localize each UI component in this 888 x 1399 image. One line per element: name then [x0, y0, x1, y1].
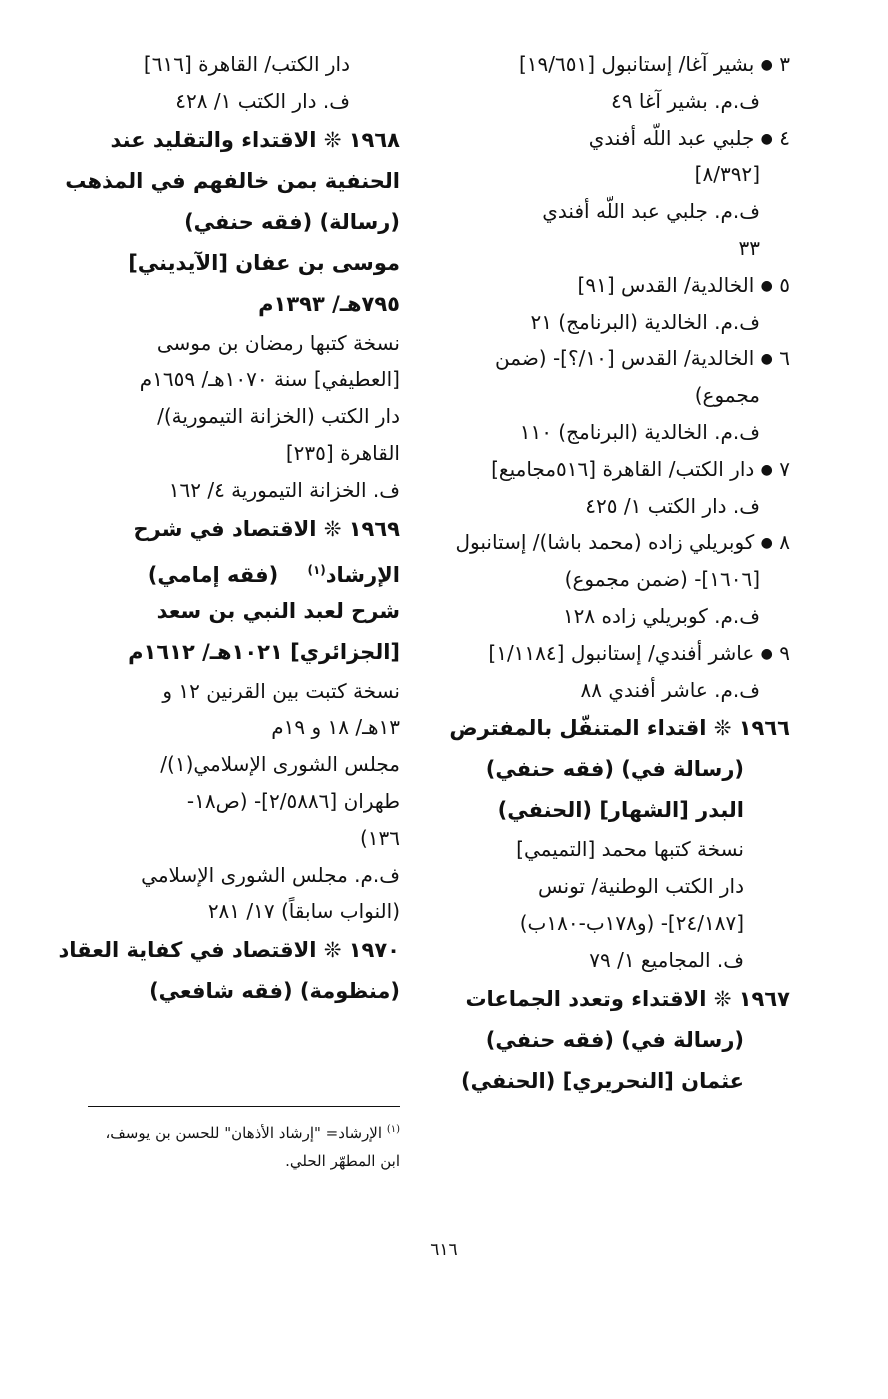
microfilm-reference: ف.م. جلبي عبد اللّه أفندي: [542, 199, 760, 224]
list-number: ٦: [779, 346, 790, 371]
library-location-cont: القاهرة [٢٣٥]: [285, 440, 400, 465]
bullet-icon: ●: [760, 535, 773, 552]
entry-type: (رسالة في) (فقه حنفي): [485, 757, 744, 782]
entry-author: البدر [الشهار] (الحنفي): [497, 798, 744, 823]
bibliography-line: ٧ ● دار الكتب/ القاهرة [٥١٦مجاميع]: [491, 456, 790, 481]
bullet-icon: ●: [760, 277, 773, 294]
entry-heading: ١٩٦٧ ❊ الاقتداء وتعدد الجماعات: [465, 986, 790, 1011]
microfilm-reference: ف. دار الكتب ١/ ٤٢٥: [585, 493, 760, 518]
microfilm-reference-cont: (النواب سابقاً) ١٧/ ٢٨١: [207, 899, 400, 924]
bibliography-line: ٣ ● بشير آغا/ إستانبول [١٩/٦٥١]: [518, 52, 790, 76]
footnote-line: $^{(١)}$ الإرشاد= "إرشاد الأذهان" للحسن بن يوسف،: [105, 1124, 400, 1142]
copy-note: نسخة كتبها رمضان بن موسى: [156, 330, 400, 355]
entry-type: (منظومة) (فقه شافعي): [149, 979, 400, 1004]
bullet-icon: ●: [760, 351, 773, 368]
entry-heading: ١٩٦٩ ❊ الاقتصاد في شرح: [133, 516, 400, 541]
entry-heading: ١٩٦٨ ❊ الاقتداء والتقليد عند: [110, 127, 400, 152]
library-location-cont: [٢٤/١٨٧]- (و١٧٨ب-١٨٠ب): [519, 910, 744, 935]
list-number: ٥: [779, 272, 790, 297]
entry-heading-cont: الحنفية بمن خالفهم في المذهب: [65, 168, 400, 193]
entry-author: عثمان [النحريري] (الحنفي): [460, 1068, 744, 1093]
entry-author: موسى بن عفان [الآيديني]: [128, 250, 400, 275]
catalog-reference: ف. دار الكتب ١/ ٤٢٨: [175, 88, 350, 113]
microfilm-reference: ف.م. الخالدية (البرنامج) ١١٠: [519, 419, 760, 444]
bibliography-line: ٤ ● جلبي عبد اللّه أفندي: [588, 125, 790, 150]
list-number: ٤: [779, 125, 790, 150]
microfilm-reference: ف.م. بشير آغا ٤٩: [611, 88, 760, 113]
page-number: ٦١٦: [430, 1240, 458, 1260]
entry-author-date: ٧٩٥هـ/ ١٣٩٣م: [258, 291, 400, 316]
bullet-icon: ●: [760, 645, 773, 662]
library-location: مجلس الشورى الإسلامي(١)/: [160, 752, 400, 777]
microfilm-reference: ف.م. كوبريلي زاده ١٢٨: [562, 603, 760, 628]
bullet-icon: ●: [760, 130, 773, 147]
list-number: ٧: [779, 456, 790, 481]
footnote-line: ابن المطهّر الحلي.: [285, 1152, 400, 1170]
bibliography-line: ٩ ● عاشر أفندي/ إستانبول [١/١١٨٤]: [488, 640, 790, 665]
right-column: [450, 46, 790, 1102]
entry-type: (رسالة) (فقه حنفي): [184, 209, 400, 234]
bibliography-line-cont: [٨/٣٩٢]: [694, 162, 760, 187]
left-column: [58, 46, 400, 1012]
entry-heading: ١٩٦٦ ❊ اقتداء المتنفّل بالمفترض: [449, 716, 790, 741]
bibliography-line: ٥ ● الخالدية/ القدس [٩١]: [577, 272, 790, 297]
bibliography-line: ٦ ● الخالدية/ القدس [١٠/؟]- (ضمن: [495, 346, 790, 371]
entry-heading: ١٩٧٠ ❊ الاقتصاد في كفاية العقاد: [58, 938, 400, 963]
entry-author: [الجزائري] ١٠٢١هـ/ ١٦١٢م: [128, 639, 400, 664]
bullet-icon: ●: [760, 57, 773, 74]
bibliography-line-cont: [١٦٠٦]- (ضمن مجموع): [564, 567, 760, 592]
bibliography-line: ٨ ● كوبريلي زاده (محمد باشا)/ إستانبول: [455, 530, 790, 555]
footnote: [60, 1116, 400, 1175]
copy-note: نسخة كتبت بين القرنين ١٢ و: [162, 678, 400, 703]
microfilm-reference: ف.م. الخالدية (البرنامج) ٢١: [530, 309, 760, 334]
commentary-line: شرح لعبد النبي بن سعد: [156, 598, 400, 623]
entry-type: (رسالة في) (فقه حنفي): [485, 1027, 744, 1052]
library-location-cont: ١٣٦): [359, 825, 400, 850]
copy-note-cont: ١٣هـ/ ١٨ و ١٩م: [271, 715, 400, 740]
library-location: دار الكتب الوطنية/ تونس: [538, 874, 744, 899]
microfilm-reference: ف.م. عاشر أفندي ٨٨: [580, 677, 760, 702]
catalog-reference: ف. المجاميع ١/ ٧٩: [589, 947, 744, 972]
footnote-marker: (١): [307, 562, 326, 577]
list-number: ٩: [779, 640, 790, 665]
entry-heading-cont: الإرشاد$^{(١)}$ (فقه إمامي): [147, 562, 400, 587]
bullet-icon: ●: [760, 461, 773, 478]
library-location: دار الكتب (الخزانة التيمورية)/: [157, 404, 400, 429]
bibliography-line-cont: مجموع): [694, 383, 760, 408]
footnote-divider: [88, 1106, 400, 1107]
footnote-marker: (١): [386, 1124, 400, 1135]
list-number: ٣: [779, 52, 790, 76]
library-location-cont: طهران [٢/٥٨٨٦]- (ص١٨-: [186, 788, 400, 813]
list-number: ٨: [779, 530, 790, 555]
catalog-reference: ف. الخزانة التيمورية ٤/ ١٦٢: [168, 477, 400, 502]
copy-note: نسخة كتبها محمد [التميمي]: [516, 837, 744, 862]
copy-note-cont: [العطيفي] سنة ١٠٧٠هـ/ ١٦٥٩م: [139, 367, 400, 392]
microfilm-reference-cont: ٣٣: [738, 235, 760, 260]
microfilm-reference: ف.م. مجلس الشورى الإسلامي: [141, 862, 400, 887]
library-location: دار الكتب/ القاهرة [٦١٦]: [143, 52, 350, 76]
